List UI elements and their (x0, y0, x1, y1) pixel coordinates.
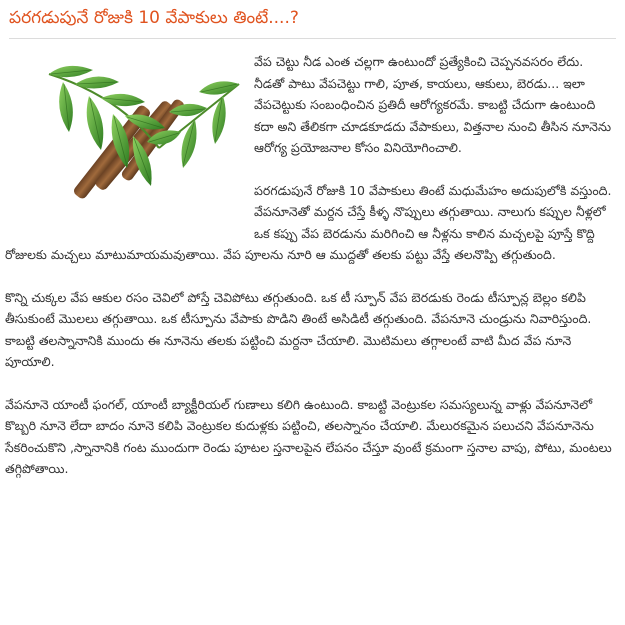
article-title: పరగడుపునే రోజుకి 10 వేపాకులు తింటే....? (9, 8, 299, 28)
image-float-spacer (5, 51, 254, 223)
title-divider (9, 38, 616, 39)
article-paragraph: వేప చెట్టు నీడ ఎంత చల్లగా ఉంటుందో ప్రత్యేకించి చెప్పనవసరం లేదు. నీడతో పాటు వేపచెట్టు గాలి, పూత, కాయలు, ఆకులు, బెరడు... ఇలా వేపచెట్టుకు సంబంధించిన ప్రతిదీ ఆరోగ్యకరమే. కాబట్టి చేదుగా ఉంటుంది కదా అని తేలికగా చూడకూడదు వేపాకులు, విత్తనాల నుంచి తీసిన నూనెను ఆరోగ్య ప్రయోజనాల కోసం వినియోగించాలి. (254, 54, 612, 155)
article-paragraph: పరగడుపునే రోజుకి 10 వేపాకులు తింటే మధుమేహం అదుపులోకి వస్తుంది. వేపనూనెతో మర్దన చేస్తే కీళ్ళ నొప్పులు తగ్గుతాయి. నాలుగు కప్పుల నీళ్లలో ఒక కప్పు వేప బెరడును మరిగించి ఆ నీళ్లను కాలిన మచ్చలపై పూస్తే కొద్ది రోజులకు మచ్చలు మాటుమాయమవుతాయి. వేప పూలను నూరి ఆ ముద్దతో తలకు పట్టు వేస్తే తలనొప్పి తగ్గుతుంది. (5, 182, 612, 262)
article-paragraph: వేపనూనె యాంటీ ఫంగల్, యాంటీ బ్యాక్టీరియల్ గుణాలు కలిగి ఉంటుంది. కాబట్టి వెంట్రుకల సమస్యలున్న వాళ్లు వేపనూనెలో కొబ్బరి నూనె లేదా బాదం నూనె కలిపి వెంట్రుకల కుదుళ్లకు పట్టించి, తలస్నానం చేయాలి. మేలురకమైన పలుచని వేపనూనెను సేకరించుకొని ,స్నానానికి గంట ముందుగా రెండు పూటల స్తనాలపైన లేపనం చేస్తూ వుంటే క్రమంగా స్తనాల వాపు, పోటు, మంటలు తగ్గిపోతాయి. (5, 396, 612, 476)
article-body (5, 51, 617, 501)
article-paragraph: కొన్ని చుక్కల వేప ఆకుల రసం చెవిలో పోస్తే చెవిపోటు తగ్గుతుంది. ఒక టీ స్పూన్ వేప బెరడుకు రెండు టీస్పూన్ల బెల్లం కలిపి తీసుకుంటే మొలలు తగ్గుతాయి. ఒక టీస్పూను వేపాకు పొడిని తింటే అసిడిటీ తగ్గుతుంది. వేపనూనె చుండ్రును నివారిస్తుంది. కాబట్టి తలస్నానానికి ముందు ఈ నూనెను తలకు పట్టించి మర్దనా చేయాలి. మొటిమలు తగ్గాలంటే వాటి మీద వేప నూనె పూయాలి. (5, 289, 592, 369)
